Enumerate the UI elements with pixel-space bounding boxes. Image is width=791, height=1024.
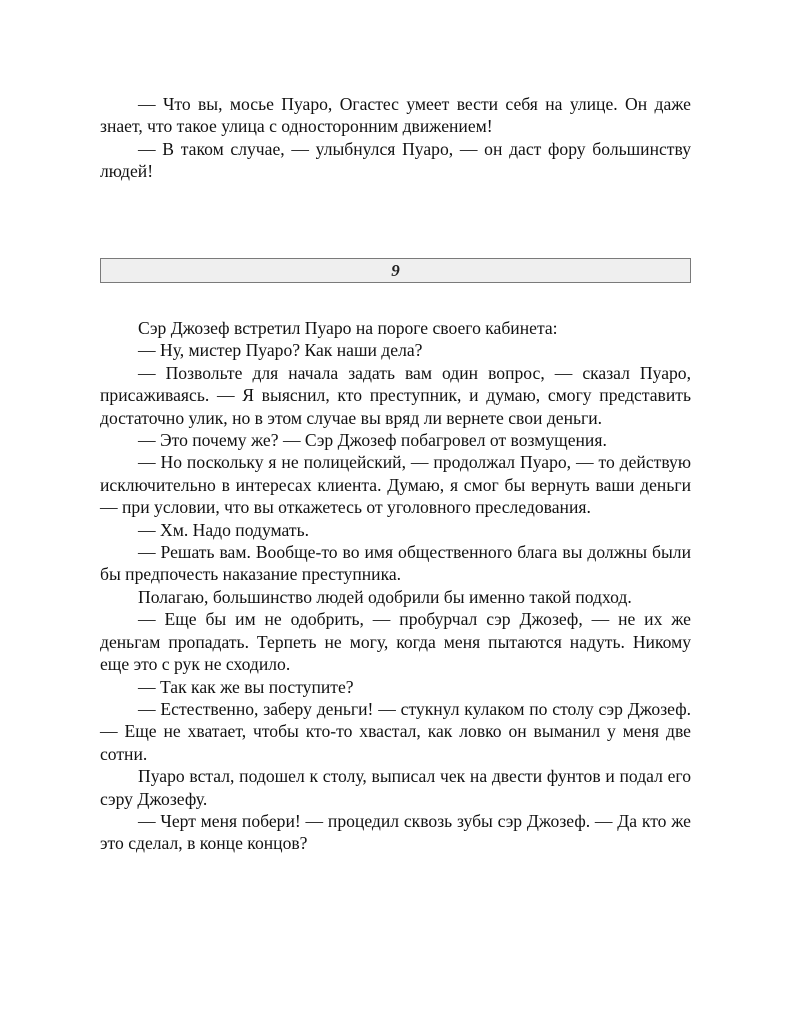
chapter-number: 9 xyxy=(391,260,400,280)
paragraph: — Но поскольку я не полицейский, — продолжал Пуаро, — то действую исключительно в интересах клиента. Думаю, я смог бы вернуть ваши деньги — при условии, что вы откажетесь от уголовного преследования. xyxy=(100,452,691,518)
paragraph: — Позвольте для начала задать вам один вопрос, — сказал Пуаро, присаживаясь. — Я выяснил, кто преступник, и думаю, смогу представить достаточно улик, но в этом случае вы вряд ли вернете свои деньги. xyxy=(100,362,691,428)
paragraph: — Решать вам. Вообще-то во имя общественного блага вы должны были бы предпочесть наказание преступника. xyxy=(100,542,691,585)
previous-chapter-ending xyxy=(100,93,691,183)
paragraph: Сэр Джозеф встретил Пуаро на пороге своего кабинета: xyxy=(138,318,558,338)
paragraph: — Так как же вы поступите? xyxy=(138,676,354,697)
paragraph: — В таком случае, — улыбнулся Пуаро, — он даст фору большинству людей! xyxy=(100,138,691,182)
paragraph: — Черт меня побери! — процедил сквозь зубы сэр Джозеф. — Да кто же это сделал, в конце концов? xyxy=(100,810,691,854)
paragraph: — Что вы, мосье Пуаро, Огастес умеет вести себя на улице. Он даже знает, что такое улица с односторонним движением! xyxy=(100,94,691,137)
paragraph: — Естественно, заберу деньги! — стукнул кулаком по столу сэр Джозеф. — Еще не хватает, чтобы кто-то хвастал, как ловко он выманил у меня две сотни. xyxy=(100,698,691,764)
paragraph: — Еще бы им не одобрить, — пробурчал сэр Джозеф, — не их же деньгам пропадать. Терпеть не могу, когда меня пытаются надуть. Никому еще это с рук не сходило. xyxy=(100,609,691,675)
paragraph: — Ну, мистер Пуаро? Как наши дела? xyxy=(138,340,423,361)
chapter-body xyxy=(100,317,691,855)
chapter-heading xyxy=(100,258,691,283)
paragraph: — Хм. Надо подумать. xyxy=(138,519,309,540)
paragraph: Полагаю, большинство людей одобрили бы именно такой подход. xyxy=(138,586,632,607)
paragraph: — Это почему же? — Сэр Джозеф побагровел от возмущения. xyxy=(138,430,607,451)
paragraph: Пуаро встал, подошел к столу, выписал чек на двести фунтов и подал его сэру Джозефу. xyxy=(100,766,691,809)
